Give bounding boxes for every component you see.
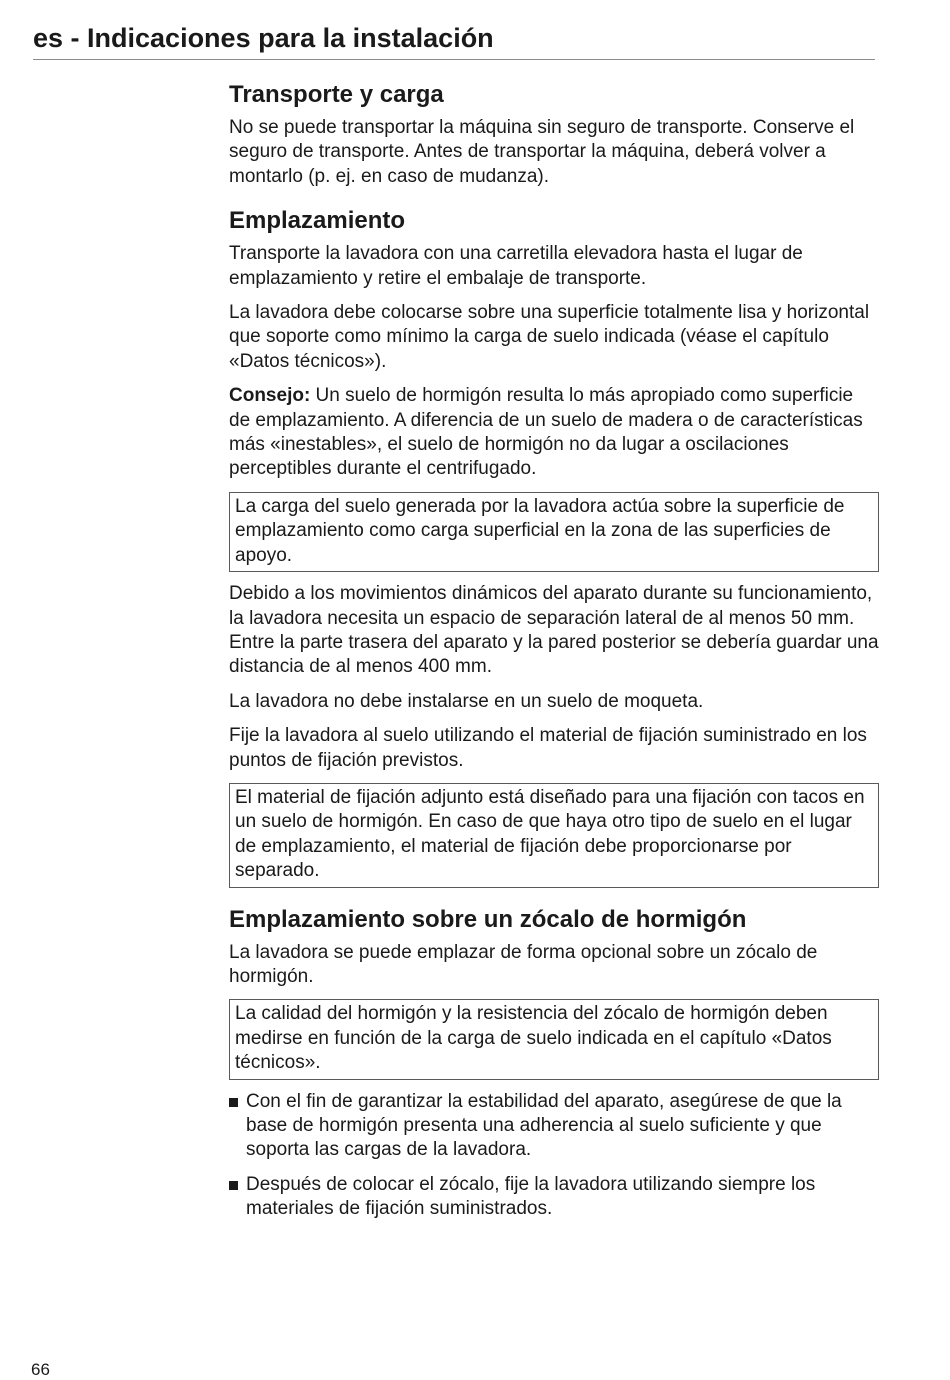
- tip-label: Consejo:: [229, 385, 311, 407]
- note-box: La calidad del hormigón y la resistencia del zócalo de hormigón deben medirse en función de la carga de suelo indicada en el capítulo «Datos técnicos».: [229, 999, 879, 1079]
- list-item: [229, 1090, 879, 1163]
- main-content: [229, 80, 879, 1232]
- section-transporte: [229, 80, 879, 189]
- paragraph: La lavadora se puede emplazar de forma opcional sobre un zócalo de hormigón.: [229, 941, 818, 987]
- page-header: [33, 22, 875, 60]
- paragraph: Fije la lavadora al suelo utilizando el material de fijación suministrado en los puntos de fijación previstos.: [229, 725, 867, 771]
- list-item: [229, 1173, 879, 1222]
- section-heading: Emplazamiento sobre un zócalo de hormigón: [229, 905, 747, 933]
- list-item-text: Con el fin de garantizar la estabilidad del aparato, asegúrese de que la base de hormigón presenta una adherencia al suelo suficiente y que soporta las cargas de la lavadora.: [246, 1090, 842, 1161]
- square-bullet-icon: [229, 1181, 238, 1190]
- paragraph: La lavadora no debe instalarse en un suelo de moqueta.: [229, 690, 704, 712]
- page-number: 66: [31, 1360, 50, 1379]
- section-emplazamiento: [229, 206, 879, 887]
- note-box: El material de fijación adjunto está diseñado para una fijación con tacos en un suelo de hormigón. En caso de que haya otro tipo de suelo en el lugar de emplazamiento, el material de fijación debe proporcionarse por separado.: [229, 783, 879, 888]
- section-heading: Emplazamiento: [229, 207, 406, 235]
- section-heading: Transporte y carga: [229, 81, 444, 108]
- square-bullet-icon: [229, 1098, 238, 1107]
- paragraph: No se puede transportar la máquina sin seguro de transporte. Conserve el seguro de transporte. Antes de transportar la máquina, deberá volver a montarlo (p. ej. en caso de mudanza).: [229, 117, 855, 187]
- note-box: La carga del suelo generada por la lavadora actúa sobre la superficie de emplazamiento como carga superficial en la zona de las superficies de apoyo.: [229, 492, 879, 572]
- paragraph: La lavadora debe colocarse sobre una superficie totalmente lisa y horizontal que soporte como mínimo la carga de suelo indicada (véase el capítulo «Datos técnicos»).: [229, 302, 870, 372]
- tip-paragraph: [229, 384, 879, 482]
- paragraph: Transporte la lavadora con una carretilla elevadora hasta el lugar de emplazamiento y retire el embalaje de transporte.: [229, 243, 803, 289]
- list-item-text: Después de colocar el zócalo, fije la lavadora utilizando siempre los materiales de fijación suministrados.: [246, 1173, 816, 1220]
- section-zocalo: [229, 905, 879, 1222]
- paragraph: Debido a los movimientos dinámicos del aparato durante su funcionamiento, la lavadora necesita un espacio de separación lateral de al menos 50 mm. Entre la parte trasera del aparato y la pared posterior se debería guardar una distancia de al menos 400 mm.: [229, 583, 879, 678]
- tip-text: Un suelo de hormigón resulta lo más apropiado como superficie de emplazamiento. A diferencia de un suelo de madera o de características más «inestables», el suelo de hormigón no da lugar a oscilaciones perceptibles durante el centrifugado.: [229, 385, 863, 480]
- page-title: es - Indicaciones para la instalación: [33, 23, 494, 53]
- bullet-list: [229, 1090, 879, 1222]
